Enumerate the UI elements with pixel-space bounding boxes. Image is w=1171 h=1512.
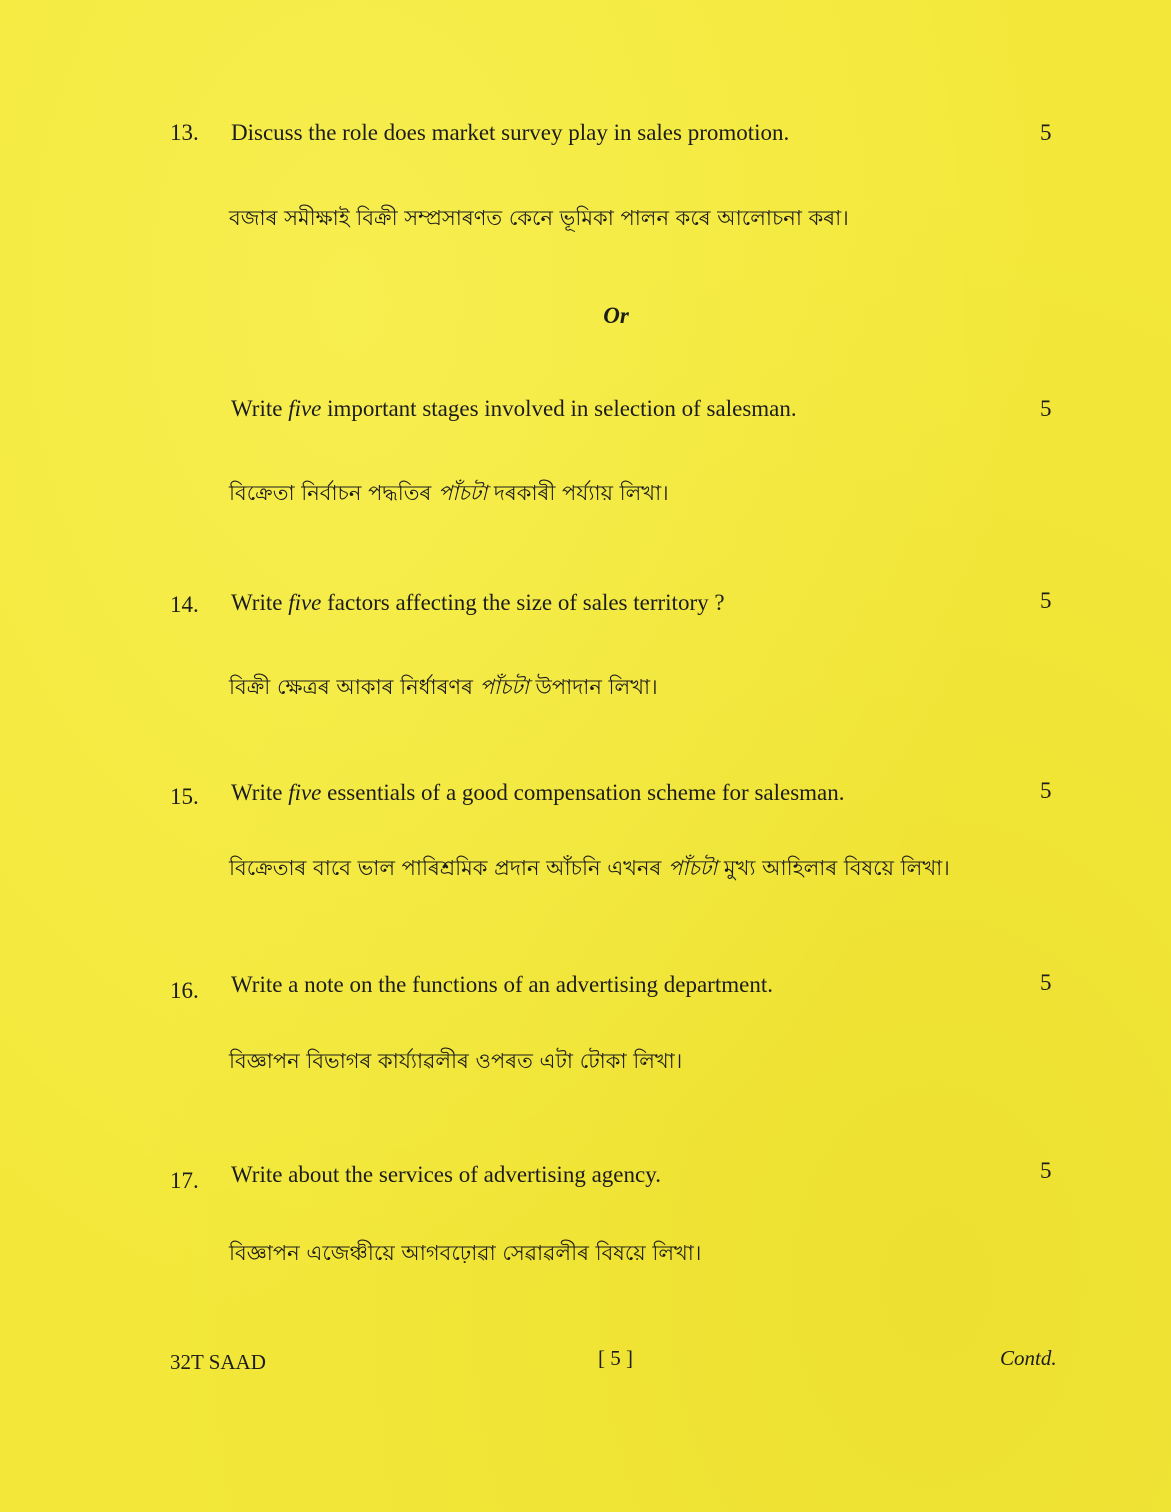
question-text-english: Write five essentials of a good compensation scheme for salesman. bbox=[231, 780, 845, 805]
question-number: 14. bbox=[170, 592, 199, 617]
question-number: 15. bbox=[170, 784, 199, 809]
question-marks: 5 bbox=[1040, 396, 1052, 421]
question-text-english: Write about the services of advertising agency. bbox=[231, 1162, 661, 1187]
question-text-assamese: বিজ্ঞাপন বিভাগৰ কাৰ্য্যাৱলীৰ ওপৰত এটা টোকা লিখা। bbox=[229, 1049, 683, 1073]
question-marks: 5 bbox=[1040, 120, 1052, 145]
question-text-english: Write a note on the functions of an advertising department. bbox=[231, 972, 773, 997]
emphasis-five: five bbox=[288, 780, 322, 805]
emphasis-five-assamese: পাঁচটা bbox=[668, 856, 718, 880]
question-text-assamese: বিক্ৰেতা নিৰ্বাচন পদ্ধতিৰ পাঁচটা দৰকাৰী পৰ্য্যায় লিখা। bbox=[229, 481, 669, 505]
emphasis-five-assamese: পাঁচটা bbox=[479, 675, 529, 699]
emphasis-five-assamese: পাঁচটা bbox=[438, 481, 488, 505]
question-text-assamese: বিজ্ঞাপন এজেঞ্চীয়ে আগবঢ়োৱা সেৱাৱলীৰ বিষয়ে লিখা। bbox=[229, 1241, 702, 1265]
page-number: [ 5 ] bbox=[598, 1346, 633, 1370]
question-text-assamese: বিক্ৰী ক্ষেত্ৰৰ আকাৰ নিৰ্ধাৰণৰ পাঁচটা উপাদান লিখা। bbox=[229, 675, 658, 699]
continued-label: Contd. bbox=[1000, 1346, 1057, 1370]
question-marks: 5 bbox=[1040, 970, 1052, 995]
question-number: 16. bbox=[170, 978, 199, 1003]
question-text-english: Discuss the role does market survey play in sales promotion. bbox=[231, 120, 790, 145]
question-number: 17. bbox=[170, 1168, 199, 1193]
emphasis-five: five bbox=[288, 590, 322, 615]
question-text-english: Write five important stages involved in selection of salesman. bbox=[231, 396, 797, 421]
question-marks: 5 bbox=[1040, 588, 1052, 613]
question-marks: 5 bbox=[1040, 778, 1052, 803]
question-text-english: Write five factors affecting the size of sales territory ? bbox=[231, 590, 725, 615]
question-text-assamese: বজাৰ সমীক্ষাই বিক্ৰী সম্প্ৰসাৰণত কেনে ভূমিকা পালন কৰে আলোচনা কৰা। bbox=[229, 206, 849, 230]
emphasis-five: five bbox=[288, 396, 322, 421]
question-text-assamese: বিক্ৰেতাৰ বাবে ভাল পাৰিশ্ৰমিক প্ৰদান আঁচনি এখনৰ পাঁচটা মুখ্য আহিলাৰ বিষয়ে লিখা। bbox=[229, 856, 950, 880]
paper-code: 32T SAAD bbox=[170, 1350, 266, 1374]
question-marks: 5 bbox=[1040, 1158, 1052, 1183]
question-number: 13. bbox=[170, 120, 199, 145]
or-separator: Or bbox=[603, 303, 629, 328]
